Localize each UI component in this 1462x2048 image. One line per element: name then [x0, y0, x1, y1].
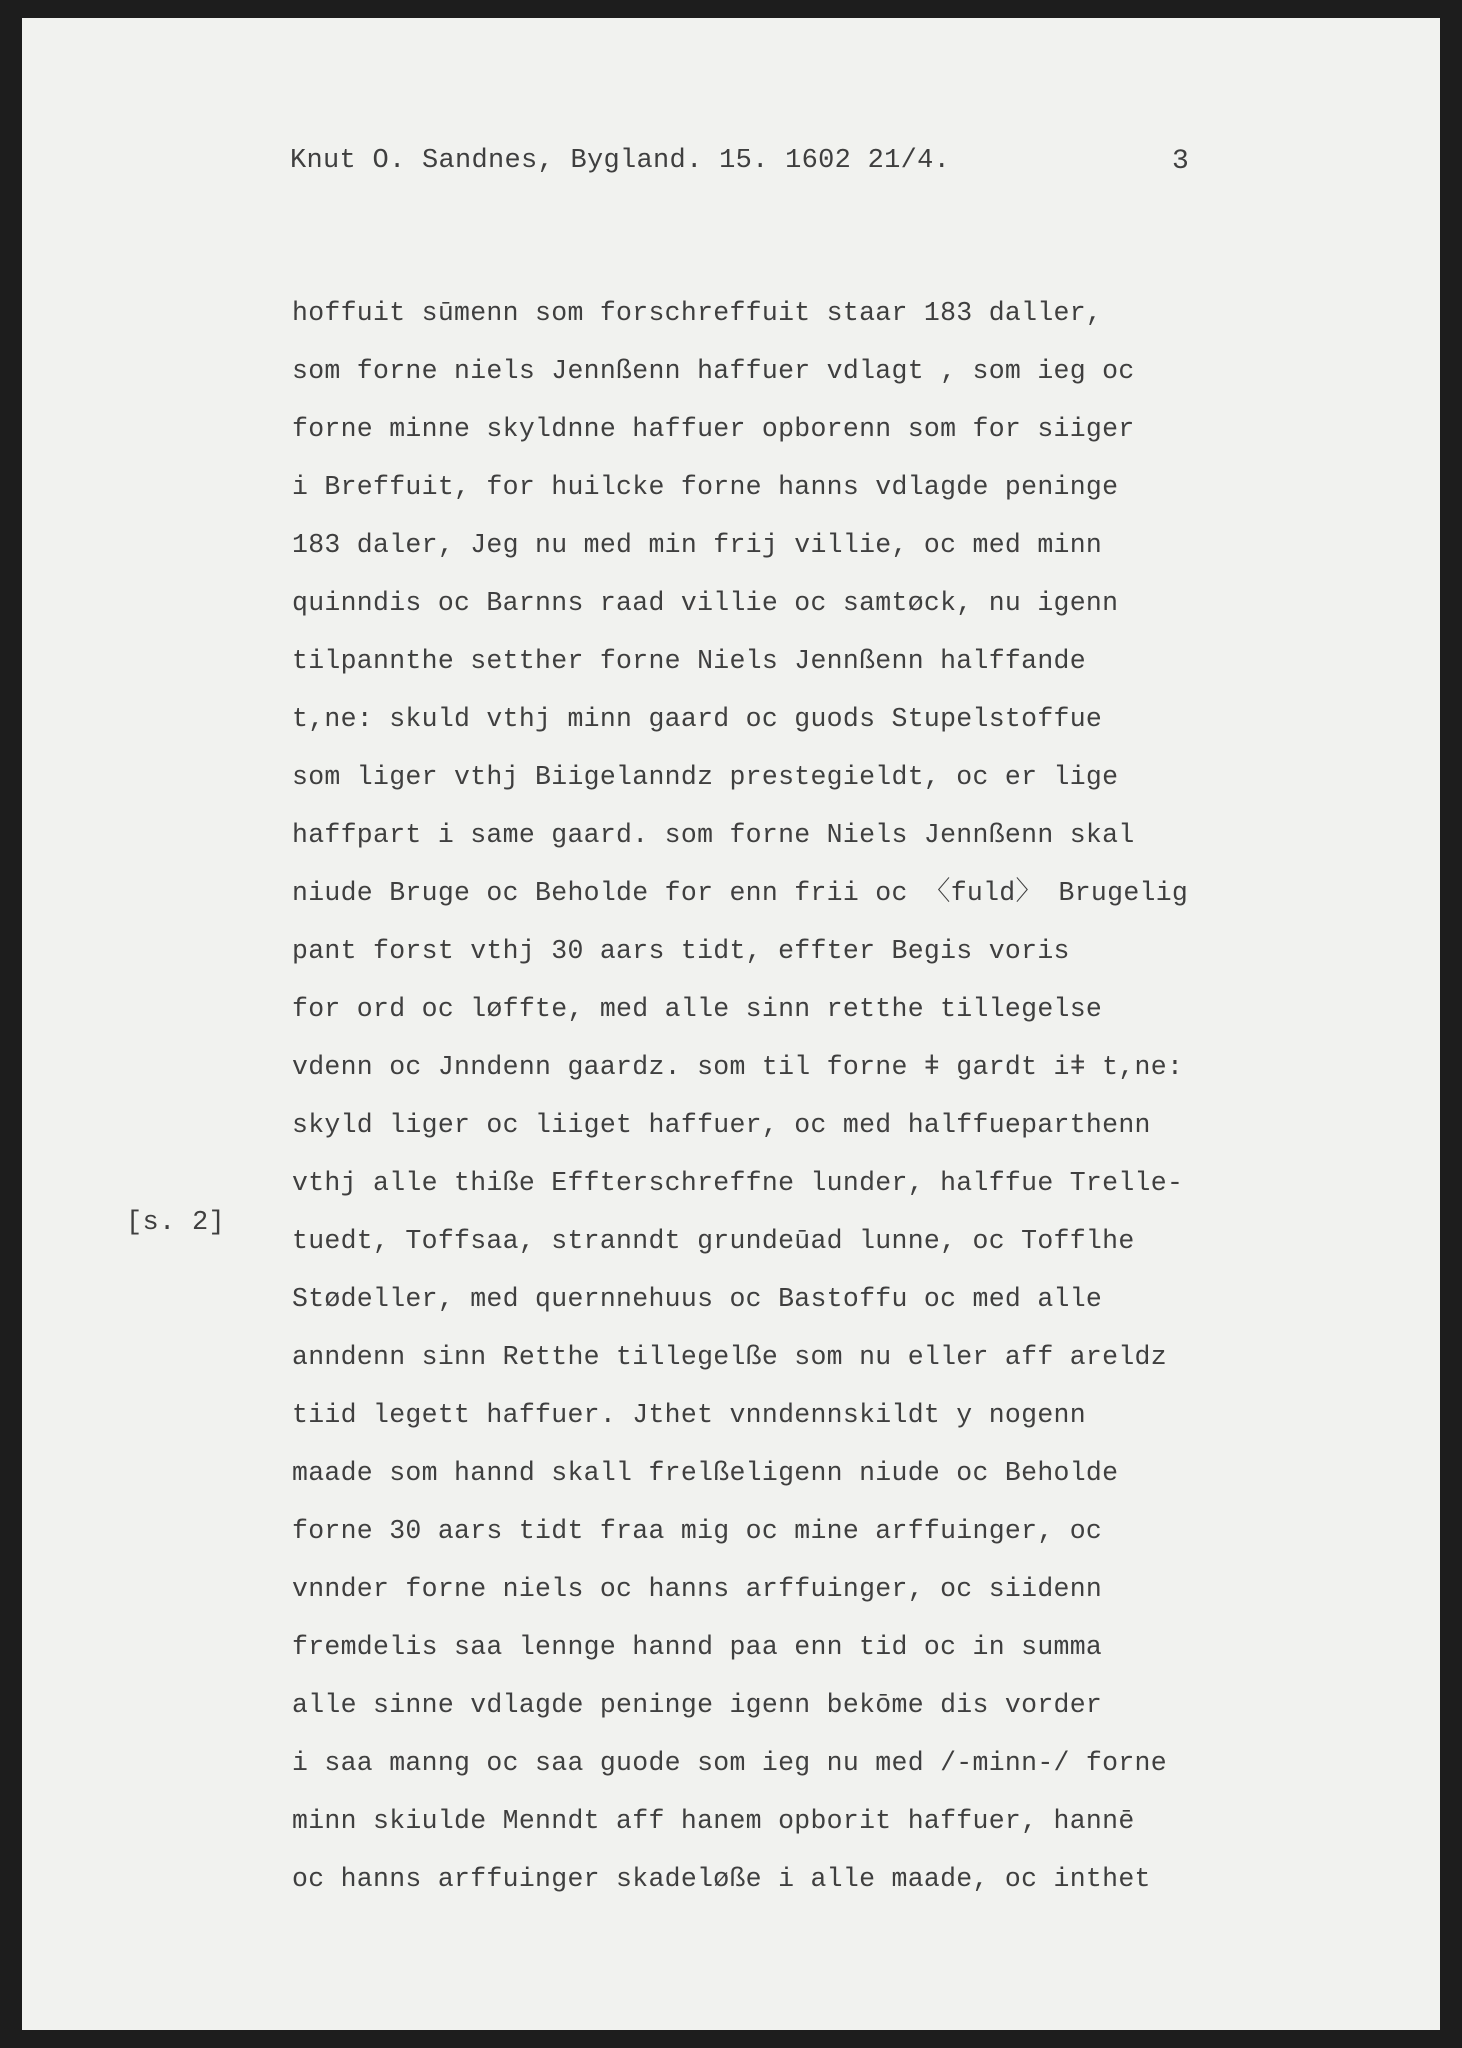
text-line: fremdelis saa lennge hannd paa enn tid oc in summa	[292, 1632, 1103, 1662]
text-line: vnnder forne niels oc hanns arffuinger, oc siidenn	[292, 1574, 1103, 1604]
text-line: niude Bruge oc Beholde for enn frii oc 〈fuld〉 Brugelig	[292, 878, 1189, 908]
text-line: forne 30 aars tidt fraa mig oc mine arffuinger, oc	[292, 1516, 1103, 1546]
text-line: oc hanns arffuinger skadeløße i alle maade, oc inthet	[292, 1864, 1151, 1894]
text-line: minn skiulde Menndt aff hanem opborit haffuer, hannē	[292, 1806, 1135, 1836]
text-line: for ord oc løffte, med alle sinn retthe tillegelse	[292, 994, 1103, 1024]
text-line: t,ne: skuld vthj minn gaard oc guods Stupelstoffue	[292, 704, 1103, 734]
text-line: pant forst vthj 30 aars tidt, effter Begis voris	[292, 936, 1070, 966]
text-line: hoffuit sūmenn som forschreffuit staar 183 daller,	[292, 298, 1103, 328]
text-line: quinndis oc Barnns raad villie oc samtøck, nu igenn	[292, 588, 1119, 618]
text-line: alle sinne vdlagde peninge igenn bekōme dis vorder	[292, 1690, 1103, 1720]
text-line: vthj alle thiße Effterschreffne lunder, halffue Trelle-	[292, 1168, 1184, 1198]
page-number: 3	[1172, 146, 1190, 177]
text-line: haffpart i same gaard. som forne Niels Jennßenn skal	[292, 820, 1135, 850]
text-line: skyld liger oc liiget haffuer, oc med halffueparthenn	[292, 1110, 1151, 1140]
text-line: tilpannthe setther forne Niels Jennßenn halffande	[292, 646, 1086, 676]
running-header: Knut O. Sandnes, Bygland. 15. 1602 21/4.	[290, 146, 951, 176]
document-page	[22, 18, 1440, 2030]
margin-page-reference: [s. 2]	[126, 1208, 226, 1238]
text-line: som forne niels Jennßenn haffuer vdlagt , som ieg oc	[292, 356, 1135, 386]
text-line: tiid legett haffuer. Jthet vnndennskildt y nogenn	[292, 1400, 1086, 1430]
transcription-body	[292, 284, 1392, 1908]
text-line: 183 daler, Jeg nu med min frij villie, oc med minn	[292, 530, 1103, 560]
text-line: som liger vthj Biigelanndz prestegieldt, oc er lige	[292, 762, 1119, 792]
text-line: forne minne skyldnne haffuer opborenn som for siiger	[292, 414, 1135, 444]
text-line: i saa manng oc saa guode som ieg nu med /-minn-/ forne	[292, 1748, 1167, 1778]
text-line: Stødeller, med quernnehuus oc Bastoffu oc med alle	[292, 1284, 1103, 1314]
text-line: i Breffuit, for huilcke forne hanns vdlagde peninge	[292, 472, 1119, 502]
text-line: anndenn sinn Retthe tillegelße som nu eller aff areldz	[292, 1342, 1167, 1372]
text-line: maade som hannd skall frelßeligenn niude oc Beholde	[292, 1458, 1119, 1488]
text-line: tuedt, Toffsaa, stranndt grundeūad lunne, oc Tofflhe	[292, 1226, 1135, 1256]
text-line: vdenn oc Jnndenn gaardz. som til forne ǂ gardt iǂ t,ne:	[292, 1052, 1184, 1082]
